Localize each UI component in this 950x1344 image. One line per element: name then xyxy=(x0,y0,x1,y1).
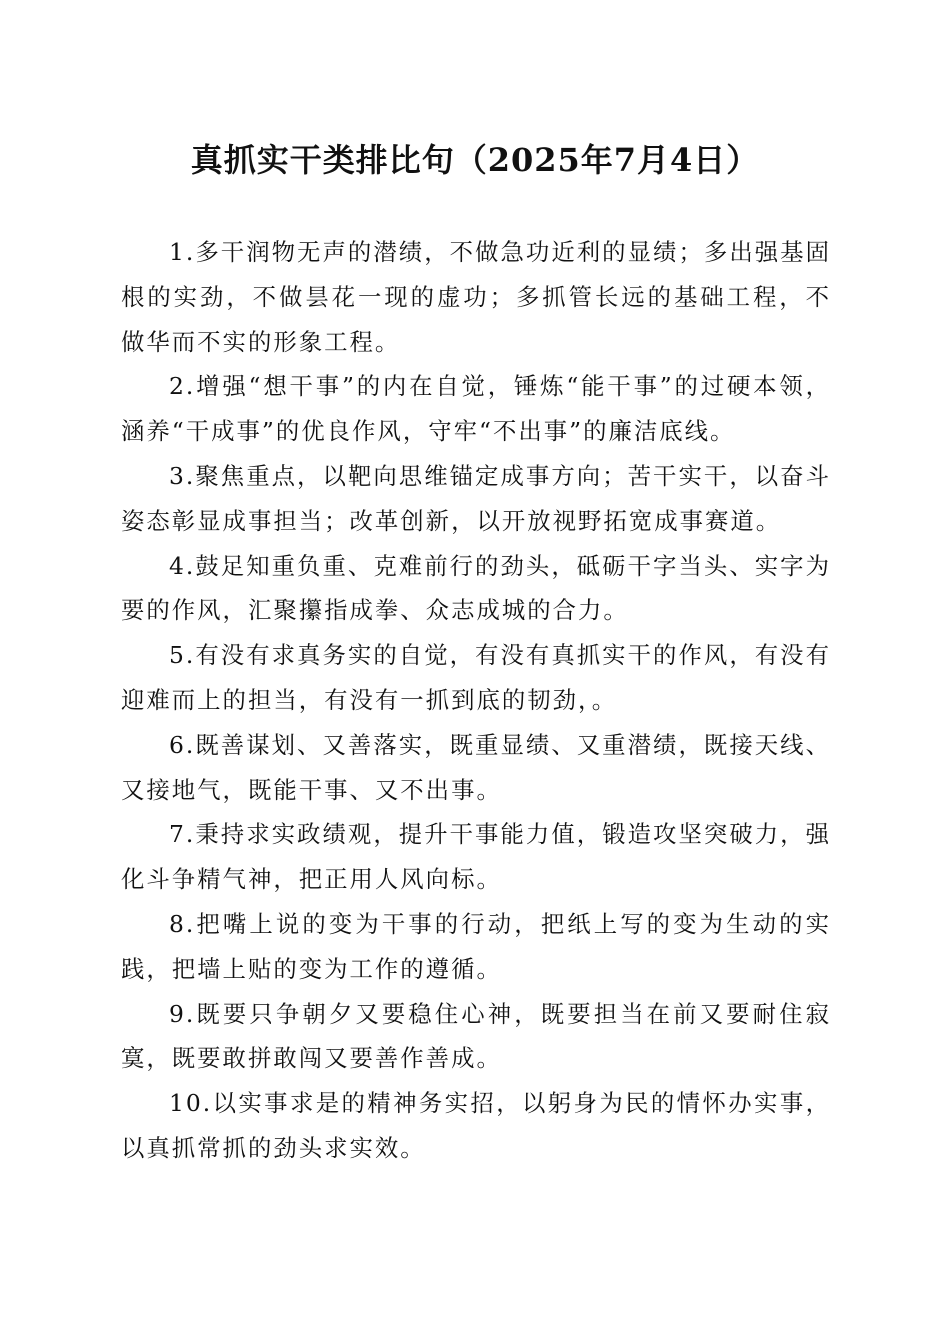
document-body xyxy=(121,230,831,1171)
page-title: 真抓实干类排比句（2025年7月4日） xyxy=(190,141,760,179)
paragraph-5: 5.有没有求真务实的自觉，有没有真抓实干的作风，有没有迎难而上的担当，有没有一抓到底的韧劲，。 xyxy=(121,641,831,714)
paragraph-7: 7.秉持求实政绩观，提升干事能力值，锻造攻坚突破力，强化斗争精气神，把正用人风向标。 xyxy=(121,820,831,894)
paragraph-4: 4.鼓足知重负重、克难前行的劲头，砥砺干字当头、实字为要的作风，汇聚攥指成拳、众志成城的合力。 xyxy=(121,551,831,625)
paragraph-2: 2.增强“想干事”的内在自觉，锤炼“能干事”的过硬本领，涵养“干成事”的优良作风，守牢“不出事”的廉洁底线。 xyxy=(121,372,831,446)
paragraph-3: 3.聚焦重点，以靶向思维锚定成事方向；苦干实干，以奋斗姿态彰显成事担当；改革创新，以开放视野拓宽成事赛道。 xyxy=(121,461,831,535)
paragraph-9: 9.既要只争朝夕又要稳住心神，既要担当在前又要耐住寂寞，既要敢拼敢闯又要善作善成。 xyxy=(121,999,831,1073)
paragraph-6: 6.既善谋划、又善落实，既重显绩、又重潜绩，既接天线、又接地气，既能干事、又不出事。 xyxy=(121,730,831,804)
paragraph-1: 1.多干润物无声的潜绩，不做急功近利的显绩；多出强基固根的实劲，不做昙花一现的虚功；多抓管长远的基础工程，不做华而不实的形象工程。 xyxy=(121,238,831,356)
paragraph-10: 10.以实事求是的精神务实招，以躬身为民的情怀办实事，以真抓常抓的劲头求实效。 xyxy=(121,1089,831,1162)
paragraph-8: 8.把嘴上说的变为干事的行动，把纸上写的变为生动的实践，把墙上贴的变为工作的遵循。 xyxy=(121,909,831,983)
